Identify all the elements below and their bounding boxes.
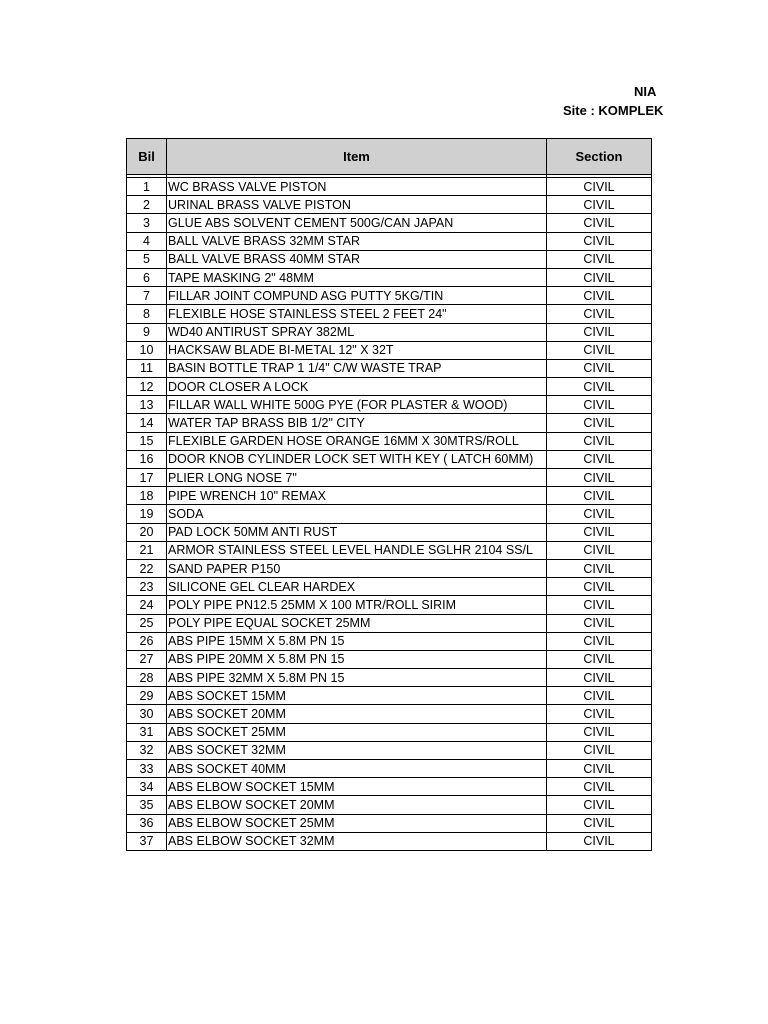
table-row: [127, 341, 652, 359]
item-name: URINAL BRASS VALVE PISTON: [167, 196, 547, 214]
item-name: ABS PIPE 20MM X 5.8M PN 15: [167, 650, 547, 668]
row-number: 37: [127, 832, 167, 850]
table-row: [127, 687, 652, 705]
table-row: [127, 487, 652, 505]
row-number: 18: [127, 487, 167, 505]
row-number: 8: [127, 305, 167, 323]
section-value: CIVIL: [547, 450, 652, 468]
section-value: CIVIL: [547, 323, 652, 341]
table-row: [127, 378, 652, 396]
table-row: [127, 414, 652, 432]
row-number: 29: [127, 687, 167, 705]
column-header-bil: Bil: [127, 139, 167, 175]
table-row: [127, 305, 652, 323]
row-number: 10: [127, 341, 167, 359]
table-header-row: [127, 139, 652, 175]
section-value: CIVIL: [547, 232, 652, 250]
section-value: CIVIL: [547, 178, 652, 196]
row-number: 23: [127, 578, 167, 596]
section-value: CIVIL: [547, 632, 652, 650]
section-value: CIVIL: [547, 414, 652, 432]
item-name: ABS ELBOW SOCKET 32MM: [167, 832, 547, 850]
section-value: CIVIL: [547, 578, 652, 596]
item-name: HACKSAW BLADE BI-METAL 12" X 32T: [167, 341, 547, 359]
section-value: CIVIL: [547, 469, 652, 487]
row-number: 15: [127, 432, 167, 450]
row-number: 4: [127, 232, 167, 250]
row-number: 12: [127, 378, 167, 396]
table-row: [127, 232, 652, 250]
table-row: [127, 505, 652, 523]
section-value: CIVIL: [547, 650, 652, 668]
section-value: CIVIL: [547, 741, 652, 759]
section-value: CIVIL: [547, 268, 652, 286]
section-value: CIVIL: [547, 669, 652, 687]
table-row: [127, 632, 652, 650]
section-value: CIVIL: [547, 832, 652, 850]
table-row: [127, 596, 652, 614]
item-name: ABS SOCKET 40MM: [167, 760, 547, 778]
item-name: ABS PIPE 32MM X 5.8M PN 15: [167, 669, 547, 687]
table-row: [127, 723, 652, 741]
row-number: 2: [127, 196, 167, 214]
section-value: CIVIL: [547, 305, 652, 323]
item-name: DOOR CLOSER A LOCK: [167, 378, 547, 396]
item-name: FILLAR WALL WHITE 500G PYE (FOR PLASTER & WOOD): [167, 396, 547, 414]
row-number: 36: [127, 814, 167, 832]
row-number: 11: [127, 359, 167, 377]
table-row: [127, 559, 652, 577]
table-body: [127, 175, 652, 851]
item-name: WD40 ANTIRUST SPRAY 382ML: [167, 323, 547, 341]
row-number: 25: [127, 614, 167, 632]
row-number: 24: [127, 596, 167, 614]
section-value: CIVIL: [547, 214, 652, 232]
table-row: [127, 196, 652, 214]
table-row: [127, 669, 652, 687]
table-row: [127, 178, 652, 196]
item-name: SODA: [167, 505, 547, 523]
item-name: ABS ELBOW SOCKET 15MM: [167, 778, 547, 796]
row-number: 9: [127, 323, 167, 341]
item-name: SILICONE GEL CLEAR HARDEX: [167, 578, 547, 596]
item-name: TAPE MASKING 2" 48MM: [167, 268, 547, 286]
section-value: CIVIL: [547, 523, 652, 541]
table-row: [127, 760, 652, 778]
table-row: [127, 523, 652, 541]
row-number: 22: [127, 559, 167, 577]
table-row: [127, 450, 652, 468]
table-row: [127, 705, 652, 723]
section-value: CIVIL: [547, 378, 652, 396]
item-name: PAD LOCK 50MM ANTI RUST: [167, 523, 547, 541]
item-name: FILLAR JOINT COMPUND ASG PUTTY 5KG/TIN: [167, 287, 547, 305]
row-number: 21: [127, 541, 167, 559]
section-value: CIVIL: [547, 596, 652, 614]
item-name: ABS SOCKET 32MM: [167, 741, 547, 759]
row-number: 19: [127, 505, 167, 523]
table-row: [127, 741, 652, 759]
row-number: 27: [127, 650, 167, 668]
document-title: NIA: [634, 84, 657, 99]
item-name: DOOR KNOB CYLINDER LOCK SET WITH KEY ( LATCH 60MM): [167, 450, 547, 468]
section-value: CIVIL: [547, 760, 652, 778]
section-value: CIVIL: [547, 432, 652, 450]
row-number: 26: [127, 632, 167, 650]
table-row: [127, 396, 652, 414]
table-row: [127, 214, 652, 232]
table-row: [127, 432, 652, 450]
row-number: 14: [127, 414, 167, 432]
item-name: ABS ELBOW SOCKET 20MM: [167, 796, 547, 814]
row-number: 20: [127, 523, 167, 541]
item-name: FLEXIBLE HOSE STAINLESS STEEL 2 FEET 24": [167, 305, 547, 323]
item-name: GLUE ABS SOLVENT CEMENT 500G/CAN JAPAN: [167, 214, 547, 232]
item-table: [126, 138, 652, 851]
table-row: [127, 778, 652, 796]
item-name: POLY PIPE EQUAL SOCKET 25MM: [167, 614, 547, 632]
item-name: BASIN BOTTLE TRAP 1 1/4" C/W WASTE TRAP: [167, 359, 547, 377]
section-value: CIVIL: [547, 687, 652, 705]
section-value: CIVIL: [547, 559, 652, 577]
table-row: [127, 832, 652, 850]
row-number: 30: [127, 705, 167, 723]
table-row: [127, 323, 652, 341]
item-name: ABS PIPE 15MM X 5.8M PN 15: [167, 632, 547, 650]
site-label: Site : KOMPLEK: [563, 103, 664, 118]
table-row: [127, 578, 652, 596]
row-number: 3: [127, 214, 167, 232]
item-name: SAND PAPER P150: [167, 559, 547, 577]
section-value: CIVIL: [547, 796, 652, 814]
section-value: CIVIL: [547, 287, 652, 305]
section-value: CIVIL: [547, 250, 652, 268]
table-row: [127, 250, 652, 268]
table-row: [127, 359, 652, 377]
table-row: [127, 650, 652, 668]
item-name: ABS SOCKET 15MM: [167, 687, 547, 705]
table-row: [127, 287, 652, 305]
item-name: BALL VALVE BRASS 32MM STAR: [167, 232, 547, 250]
section-value: CIVIL: [547, 778, 652, 796]
row-number: 33: [127, 760, 167, 778]
row-number: 32: [127, 741, 167, 759]
section-value: CIVIL: [547, 341, 652, 359]
row-number: 16: [127, 450, 167, 468]
section-value: CIVIL: [547, 614, 652, 632]
row-number: 31: [127, 723, 167, 741]
row-number: 7: [127, 287, 167, 305]
item-name: ABS ELBOW SOCKET 25MM: [167, 814, 547, 832]
section-value: CIVIL: [547, 541, 652, 559]
section-value: CIVIL: [547, 487, 652, 505]
section-value: CIVIL: [547, 705, 652, 723]
item-name: BALL VALVE BRASS 40MM STAR: [167, 250, 547, 268]
column-header-section: Section: [547, 139, 652, 175]
row-number: 1: [127, 178, 167, 196]
section-value: CIVIL: [547, 505, 652, 523]
table-row: [127, 796, 652, 814]
item-name: ARMOR STAINLESS STEEL LEVEL HANDLE SGLHR 2104 SS/L: [167, 541, 547, 559]
table-row: [127, 614, 652, 632]
section-value: CIVIL: [547, 196, 652, 214]
row-number: 34: [127, 778, 167, 796]
section-value: CIVIL: [547, 723, 652, 741]
item-name: POLY PIPE PN12.5 25MM X 100 MTR/ROLL SIRIM: [167, 596, 547, 614]
table-row: [127, 268, 652, 286]
item-name: ABS SOCKET 20MM: [167, 705, 547, 723]
row-number: 17: [127, 469, 167, 487]
section-value: CIVIL: [547, 814, 652, 832]
table-row: [127, 814, 652, 832]
row-number: 13: [127, 396, 167, 414]
section-value: CIVIL: [547, 396, 652, 414]
item-name: FLEXIBLE GARDEN HOSE ORANGE 16MM X 30MTRS/ROLL: [167, 432, 547, 450]
item-name: WATER TAP BRASS BIB 1/2" CITY: [167, 414, 547, 432]
row-number: 28: [127, 669, 167, 687]
column-header-item: Item: [167, 139, 547, 175]
item-name: PIPE WRENCH 10" REMAX: [167, 487, 547, 505]
row-number: 6: [127, 268, 167, 286]
table-row: [127, 469, 652, 487]
row-number: 5: [127, 250, 167, 268]
item-name: PLIER LONG NOSE 7": [167, 469, 547, 487]
section-value: CIVIL: [547, 359, 652, 377]
item-name: ABS SOCKET 25MM: [167, 723, 547, 741]
item-name: WC BRASS VALVE PISTON: [167, 178, 547, 196]
table-row: [127, 541, 652, 559]
row-number: 35: [127, 796, 167, 814]
